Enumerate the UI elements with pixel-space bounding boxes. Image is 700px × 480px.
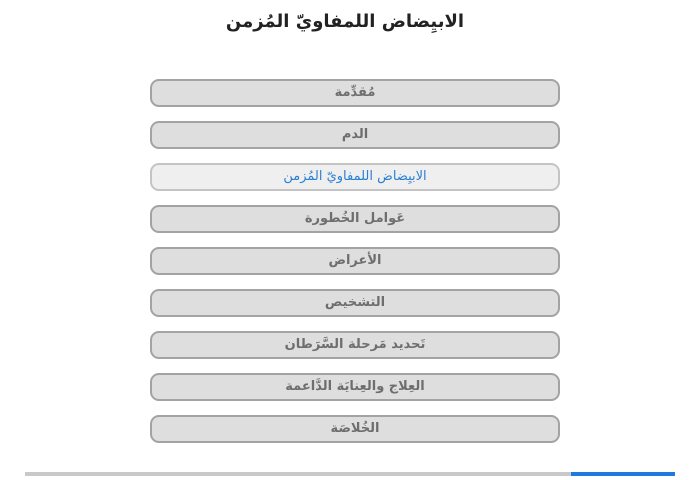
page-title: الابيِضاض اللمفاويّ المُزمن [225, 11, 465, 32]
topic-menu [150, 79, 560, 457]
menu-item-symptoms[interactable]: الأعراض [150, 247, 560, 275]
menu-item-staging[interactable]: تَحديد مَرحلة السَّرَطان [150, 331, 560, 359]
menu-item-introduction[interactable]: مُقدِّمة [150, 79, 560, 107]
menu-item-treatment[interactable]: العِلاج والعِنايَة الدَّاعمة [150, 373, 560, 401]
menu-item-risk-factors[interactable]: عَوامل الخُطورة [150, 205, 560, 233]
progress-bar-fill [571, 472, 675, 476]
progress-bar [25, 472, 675, 476]
menu-item-cll[interactable]: الابيِضاض اللمفاويّ المُزمن [150, 163, 560, 191]
menu-item-blood[interactable]: الدم [150, 121, 560, 149]
menu-item-diagnosis[interactable]: التشخيص [150, 289, 560, 317]
menu-item-summary[interactable]: الخُلاصَة [150, 415, 560, 443]
